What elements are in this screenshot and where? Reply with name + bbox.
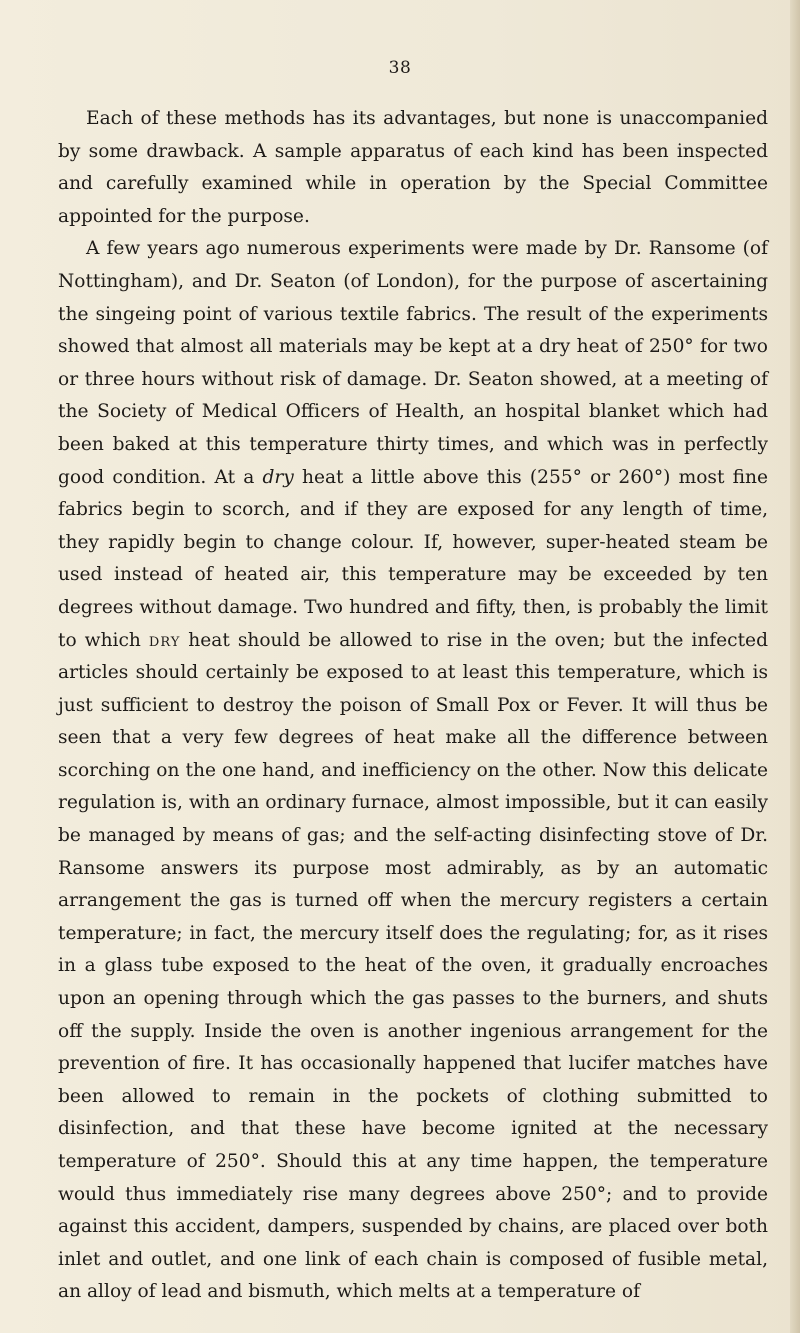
paragraph-2 xyxy=(58,233,768,1309)
smallcaps-word-dry: dry xyxy=(148,629,181,651)
paragraph-2-text-b: heat a little above this (255° or 260°) most fine fabrics begin to scorch, and if they are exposed for any length of time, they rapidly begin to change colour. If, however, super-heated steam be used instead of heated air, this temperature may be exceeded by ten degrees without damage. Two hundred and fifty, then, is probably the limit to which xyxy=(58,466,768,651)
page-edge-shadow xyxy=(790,0,800,1333)
paragraph-2-text-c: heat should be allowed to rise in the oven; but the infected articles should certainly be exposed to at least this temperature, which is just sufficient to destroy the poison of Small Pox or Fever. It will thus be seen that a very few degrees of heat make all the difference between scorching on the one hand, and inefficiency on the other. Now this delicate regulation is, with an ordinary furnace, almost impossible, but it can easily be managed by means of gas; and the self-acting disinfecting stove of Dr. Ransome answers its purpose most admirably, as by an automatic arrangement the gas is turned off when the mercury registers a certain temperature; in fact, the mercury itself does the regulating; for, as it rises in a glass tube exposed to the heat of the oven, it gradually encroaches upon an opening through which the gas passes to the burners, and shuts off the supply. Inside the oven is another ingenious arrangement for the prevention of fire. It has occasionally happened that lucifer matches have been allowed to remain in the pockets of clothing submitted to disinfection, and that these have become ignited at the necessary temperature of 250°. Should this at any time happen, the temperature would thus immediately rise many degrees above 250°; and to provide against this accident, dampers, suspended by chains, are placed over both inlet and outlet, and one link of each chain is composed of fusible metal, an alloy of lead and bismuth, which melts at a temperature of xyxy=(58,629,768,1303)
page-body xyxy=(58,103,768,1309)
page-number: 38 xyxy=(388,58,412,78)
paragraph-2-text-a: A few years ago numerous experiments were made by Dr. Ransome (of Nottingham), and Dr. Seaton (of London), for the purpose of ascertaining the singeing point of various textile fabrics. The result of the experiments showed that almost all materials may be kept at a dry heat of 250° for two or three hours without risk of damage. Dr. Seaton showed, at a meeting of the Society of Medical Officers of Health, an hospital blanket which had been baked at this temperature thirty times, and which was in perfectly good condition. At a xyxy=(58,238,768,488)
paragraph-1: Each of these methods has its advantages, but none is unaccompanied by some drawback. A sample apparatus of each kind has been inspected and carefully examined while in operation by the Special Committee appointed for the purpose. xyxy=(58,108,768,227)
italic-word-dry: dry xyxy=(262,466,294,488)
